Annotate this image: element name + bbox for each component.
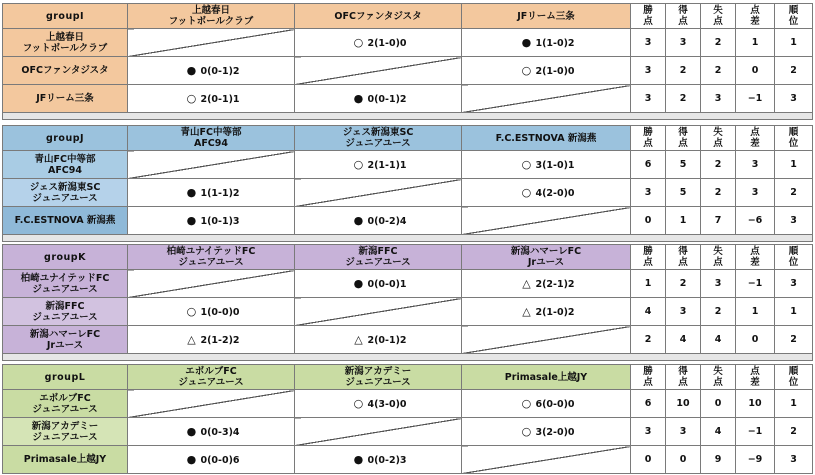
result-mark: ● [186, 424, 197, 438]
goal-diff-value: −1 [736, 85, 775, 113]
group-name: groupL [3, 365, 128, 390]
wins-value: 1 [631, 270, 666, 298]
goals-for-value: 4 [666, 326, 701, 354]
match-score: 0(0-0)6 [200, 454, 240, 466]
rank-value: 3 [775, 270, 813, 298]
match-score: 4(2-0)0 [535, 187, 575, 199]
rank-value: 2 [775, 326, 813, 354]
goal-diff-value: 1 [736, 298, 775, 326]
match-result [128, 57, 295, 85]
match-score: 1(1-0)2 [535, 37, 575, 49]
wins-value: 2 [631, 326, 666, 354]
spacer-row [3, 235, 813, 242]
team-row [3, 179, 813, 207]
group-j-table [2, 125, 812, 242]
rank-value: 2 [775, 179, 813, 207]
result-mark: △ [522, 276, 531, 290]
spacer-row [3, 354, 813, 361]
rank-value: 1 [775, 390, 813, 418]
wins-value: 3 [631, 57, 666, 85]
group-i-table [2, 3, 812, 120]
match-result [462, 179, 631, 207]
team-row [3, 151, 813, 179]
wins-header: 勝 点 [631, 126, 666, 151]
goals-for-value: 3 [666, 418, 701, 446]
group-k-table [2, 244, 812, 361]
team-row [3, 390, 813, 418]
goal-diff-value: −6 [736, 207, 775, 235]
match-score: 3(2-0)0 [535, 426, 575, 438]
team-column-header: 青山FC中等部 AFC94 [128, 126, 295, 151]
goals-for-value: 2 [666, 57, 701, 85]
match-score: 2(1-0)0 [367, 37, 407, 49]
goals-against-header: 失 点 [701, 126, 736, 151]
spacer-row [3, 113, 813, 120]
team-name: 新潟アカデミー ジュニアユース [3, 418, 128, 446]
match-score: 0(0-0)1 [367, 278, 407, 290]
match-score: 2(0-1)2 [367, 334, 407, 346]
goals-for-value: 10 [666, 390, 701, 418]
team-row [3, 326, 813, 354]
result-mark: △ [187, 332, 196, 346]
match-score: 6(0-0)0 [535, 398, 575, 410]
wins-value: 3 [631, 418, 666, 446]
result-mark: ● [353, 91, 364, 105]
result-mark: ○ [353, 35, 364, 49]
result-mark: ● [186, 63, 197, 77]
match-score: 0(0-3)4 [200, 426, 240, 438]
team-column-header: エボルブFC ジュニアユース [128, 365, 295, 390]
match-result [462, 151, 631, 179]
result-mark: ○ [353, 396, 364, 410]
goals-against-value: 9 [701, 446, 736, 474]
goals-for-value: 5 [666, 151, 701, 179]
group-name: groupK [3, 245, 128, 270]
result-mark: ● [186, 452, 197, 466]
match-score: 2(1-2)2 [200, 334, 240, 346]
team-column-header: F.C.ESTNOVA 新潟燕 [462, 126, 631, 151]
match-result [295, 29, 462, 57]
goals-for-header: 得 点 [666, 365, 701, 390]
team-name: ジェス新潟東SC ジュニアユース [3, 179, 128, 207]
match-score: 1(0-1)3 [200, 215, 240, 227]
team-row [3, 418, 813, 446]
goal-diff-value: −1 [736, 418, 775, 446]
result-mark: △ [354, 332, 363, 346]
match-result [128, 326, 295, 354]
team-name: 新潟ハマーレFC Jrユース [3, 326, 128, 354]
match-result [295, 270, 462, 298]
match-score: 4(3-0)0 [367, 398, 407, 410]
result-mark: ○ [521, 63, 532, 77]
team-name: 青山FC中等部 AFC94 [3, 151, 128, 179]
goal-diff-value: −1 [736, 270, 775, 298]
goals-against-value: 2 [701, 57, 736, 85]
team-name: Primasale上越JY [3, 446, 128, 474]
result-mark: ● [521, 35, 532, 49]
goals-for-header: 得 点 [666, 245, 701, 270]
result-mark: ○ [521, 396, 532, 410]
goals-against-header: 失 点 [701, 4, 736, 29]
goal-diff-header: 点 差 [736, 365, 775, 390]
goal-diff-value: 1 [736, 29, 775, 57]
wins-value: 6 [631, 390, 666, 418]
rank-value: 3 [775, 207, 813, 235]
match-result [295, 85, 462, 113]
match-score: 2(2-1)2 [535, 278, 575, 290]
rank-header: 順 位 [775, 126, 813, 151]
result-mark: ○ [186, 304, 197, 318]
self-match-cell [462, 446, 631, 474]
match-result [128, 418, 295, 446]
match-score: 0(0-2)4 [367, 215, 407, 227]
match-result [462, 298, 631, 326]
goals-against-value: 7 [701, 207, 736, 235]
wins-header: 勝 点 [631, 245, 666, 270]
team-row [3, 85, 813, 113]
match-result [128, 446, 295, 474]
team-row [3, 57, 813, 85]
match-score: 1(1-1)2 [200, 187, 240, 199]
goal-diff-value: 3 [736, 179, 775, 207]
result-mark: ● [186, 185, 197, 199]
rank-header: 順 位 [775, 245, 813, 270]
goals-for-value: 5 [666, 179, 701, 207]
goal-diff-value: −9 [736, 446, 775, 474]
team-row [3, 270, 813, 298]
rank-value: 2 [775, 418, 813, 446]
self-match-cell [128, 151, 295, 179]
result-mark: △ [522, 304, 531, 318]
result-mark: ○ [521, 424, 532, 438]
match-score: 2(1-0)0 [535, 65, 575, 77]
group-header-row [3, 4, 813, 29]
team-column-header: Primasale上越JY [462, 365, 631, 390]
self-match-cell [462, 85, 631, 113]
team-row [3, 446, 813, 474]
match-result [462, 29, 631, 57]
goals-for-header: 得 点 [666, 4, 701, 29]
rank-value: 3 [775, 85, 813, 113]
match-result [128, 85, 295, 113]
match-result [462, 390, 631, 418]
match-score: 0(0-1)2 [367, 93, 407, 105]
wins-value: 3 [631, 29, 666, 57]
goal-diff-value: 0 [736, 326, 775, 354]
match-score: 1(0-0)0 [200, 306, 240, 318]
self-match-cell [128, 29, 295, 57]
goals-for-value: 0 [666, 446, 701, 474]
result-mark: ● [186, 213, 197, 227]
match-result [462, 57, 631, 85]
match-score: 2(1-0)2 [535, 306, 575, 318]
goals-against-value: 2 [701, 179, 736, 207]
self-match-cell [462, 207, 631, 235]
group-l-table [2, 364, 812, 474]
team-name: 新潟FFC ジュニアユース [3, 298, 128, 326]
match-result [295, 390, 462, 418]
goals-for-value: 1 [666, 207, 701, 235]
team-row [3, 29, 813, 57]
team-column-header: ジェス新潟東SC ジュニアユース [295, 126, 462, 151]
match-result [128, 207, 295, 235]
wins-value: 3 [631, 85, 666, 113]
match-score: 0(0-1)2 [200, 65, 240, 77]
goals-against-value: 3 [701, 270, 736, 298]
goal-diff-value: 10 [736, 390, 775, 418]
team-row [3, 207, 813, 235]
group-header-row [3, 245, 813, 270]
team-row [3, 298, 813, 326]
wins-value: 0 [631, 446, 666, 474]
group-header-row [3, 126, 813, 151]
wins-value: 4 [631, 298, 666, 326]
self-match-cell [295, 57, 462, 85]
group-name: groupI [3, 4, 128, 29]
self-match-cell [295, 418, 462, 446]
goal-diff-header: 点 差 [736, 126, 775, 151]
result-mark: ○ [353, 157, 364, 171]
rank-header: 順 位 [775, 4, 813, 29]
goals-for-header: 得 点 [666, 126, 701, 151]
result-mark: ● [353, 213, 364, 227]
rank-value: 1 [775, 29, 813, 57]
self-match-cell [295, 179, 462, 207]
rank-value: 2 [775, 57, 813, 85]
rank-value: 1 [775, 298, 813, 326]
self-match-cell [462, 326, 631, 354]
match-score: 0(0-2)3 [367, 454, 407, 466]
goal-diff-value: 3 [736, 151, 775, 179]
result-mark: ● [353, 276, 364, 290]
goals-against-value: 0 [701, 390, 736, 418]
goals-against-value: 2 [701, 298, 736, 326]
goals-against-header: 失 点 [701, 365, 736, 390]
team-name: 柏崎ユナイテッドFC ジュニアユース [3, 270, 128, 298]
result-mark: ● [353, 452, 364, 466]
team-name: 上越春日 フットボールクラブ [3, 29, 128, 57]
goals-for-value: 3 [666, 298, 701, 326]
match-result [295, 326, 462, 354]
team-column-header: 新潟アカデミー ジュニアユース [295, 365, 462, 390]
wins-value: 6 [631, 151, 666, 179]
goals-against-value: 4 [701, 326, 736, 354]
goals-for-value: 2 [666, 85, 701, 113]
goals-for-value: 3 [666, 29, 701, 57]
self-match-cell [128, 270, 295, 298]
team-name: F.C.ESTNOVA 新潟燕 [3, 207, 128, 235]
wins-header: 勝 点 [631, 4, 666, 29]
team-column-header: JFリーム三条 [462, 4, 631, 29]
team-name: エボルブFC ジュニアユース [3, 390, 128, 418]
rank-value: 1 [775, 151, 813, 179]
goal-diff-value: 0 [736, 57, 775, 85]
match-result [295, 207, 462, 235]
goals-against-header: 失 点 [701, 245, 736, 270]
match-result [462, 270, 631, 298]
match-score: 3(1-0)1 [535, 159, 575, 171]
team-name: JFリーム三条 [3, 85, 128, 113]
result-mark: ○ [521, 185, 532, 199]
match-result [295, 446, 462, 474]
goals-against-value: 2 [701, 151, 736, 179]
wins-value: 3 [631, 179, 666, 207]
goals-for-value: 2 [666, 270, 701, 298]
self-match-cell [128, 390, 295, 418]
team-column-header: 柏崎ユナイテッドFC ジュニアユース [128, 245, 295, 270]
match-score: 2(1-1)1 [367, 159, 407, 171]
goals-against-value: 4 [701, 418, 736, 446]
goals-against-value: 3 [701, 85, 736, 113]
match-result [128, 179, 295, 207]
group-header-row [3, 365, 813, 390]
group-name: groupJ [3, 126, 128, 151]
match-result [462, 418, 631, 446]
wins-value: 0 [631, 207, 666, 235]
team-name: OFCファンタジスタ [3, 57, 128, 85]
team-column-header: 新潟FFC ジュニアユース [295, 245, 462, 270]
goals-against-value: 2 [701, 29, 736, 57]
team-column-header: 上越春日 フットボールクラブ [128, 4, 295, 29]
goal-diff-header: 点 差 [736, 245, 775, 270]
match-result [128, 298, 295, 326]
team-column-header: OFCファンタジスタ [295, 4, 462, 29]
self-match-cell [295, 298, 462, 326]
result-mark: ○ [521, 157, 532, 171]
goal-diff-header: 点 差 [736, 4, 775, 29]
wins-header: 勝 点 [631, 365, 666, 390]
team-column-header: 新潟ハマーレFC Jrユース [462, 245, 631, 270]
match-result [295, 151, 462, 179]
rank-value: 3 [775, 446, 813, 474]
result-mark: ○ [186, 91, 197, 105]
match-score: 2(0-1)1 [200, 93, 240, 105]
rank-header: 順 位 [775, 365, 813, 390]
